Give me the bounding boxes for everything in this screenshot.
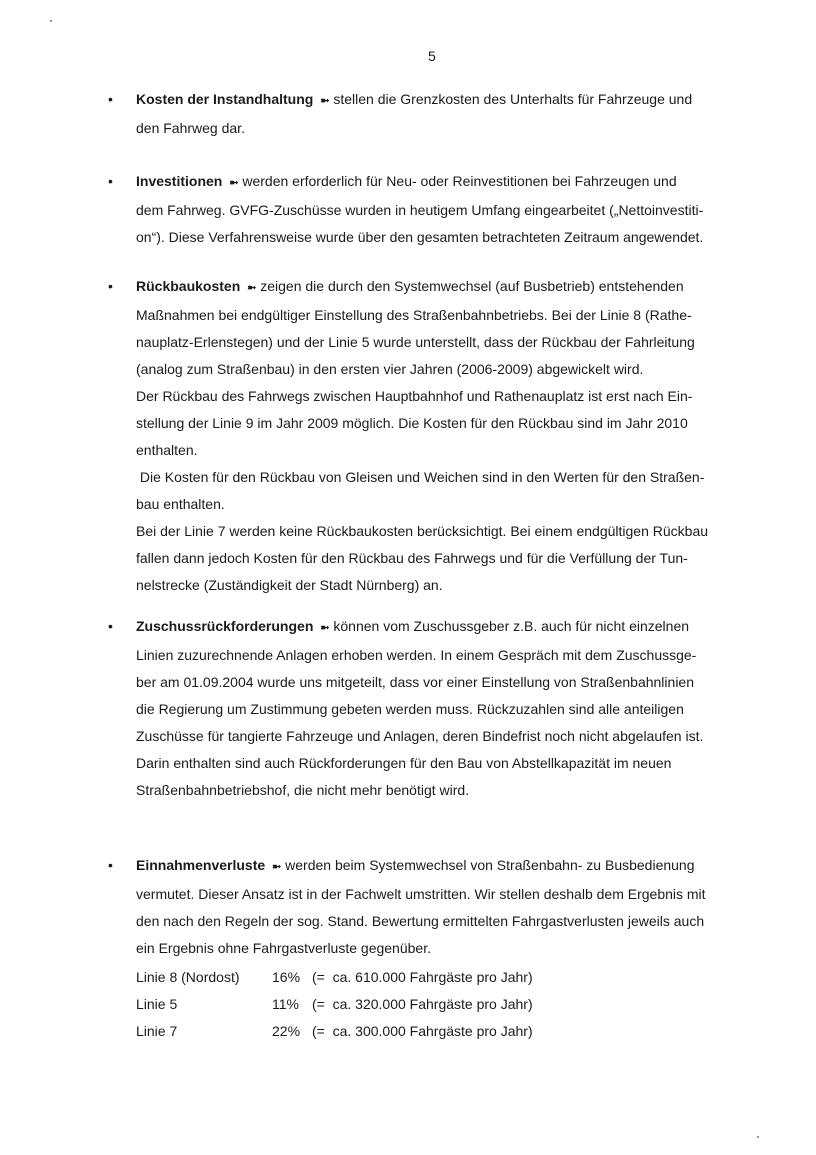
item-line: (analog zum Straßenbau) in den ersten vier Jahren (2006-2009) abgewickelt wird. [136, 361, 644, 377]
page-number: 5 [428, 48, 436, 64]
table-cell-percent: 11% [272, 996, 299, 1012]
item-line: stellung der Linie 9 im Jahr 2009 möglich. Die Kosten für den Rückbau sind im Jahr 2010 [136, 415, 688, 431]
item-line: Straßenbahnbetriebshof, die nicht mehr benötigt wird. [136, 782, 470, 798]
bullet-icon: • [108, 857, 113, 873]
bullet-item-rueckbaukosten [108, 273, 773, 599]
scan-speck [757, 1136, 759, 1138]
item-line: fallen dann jedoch Kosten für den Rückbau des Fahrwegs und für die Verfüllung der Tun- [136, 550, 688, 566]
item-term: Einnahmenverluste [136, 857, 266, 873]
item-content [136, 852, 773, 1045]
item-content [136, 86, 773, 142]
item-line: bau enthalten. [136, 496, 225, 512]
table-cell-description: (= ca. 610.000 Fahrgäste pro Jahr) [312, 969, 533, 985]
table-row [136, 991, 533, 1018]
item-line: Bei der Linie 7 werden keine Rückbaukosten berücksichtigt. Bei einem endgültigen Rückbau [136, 523, 709, 539]
item-term: Zuschussrückforderungen [136, 618, 314, 634]
item-first-line [136, 86, 773, 115]
item-first-line [136, 168, 773, 197]
item-text: zeigen die durch den Systemwechsel (auf Busbetrieb) entstehenden [260, 278, 684, 294]
item-term: Rückbaukosten [136, 278, 241, 294]
item-line: Linien zuzurechnende Anlagen erhoben werden. In einem Gespräch mit dem Zuschussge- [136, 647, 697, 663]
item-line: Maßnahmen bei endgültiger Einstellung des Straßenbahnbetriebs. Bei der Linie 8 (Rathe- [136, 307, 692, 323]
table-cell-percent: 22% [272, 1023, 301, 1039]
item-first-line [136, 613, 773, 642]
table-cell-description: (= ca. 300.000 Fahrgäste pro Jahr) [312, 1023, 533, 1039]
item-content [136, 168, 773, 251]
table-row [136, 964, 533, 991]
item-first-line [136, 852, 773, 881]
item-term: Investitionen [136, 173, 223, 189]
item-line: ber am 01.09.2004 wurde uns mitgeteilt, dass vor einer Einstellung von Straßenbahnlinien [136, 674, 694, 690]
item-text: werden erforderlich für Neu- oder Reinvestitionen bei Fahrzeugen und [242, 173, 677, 189]
table-cell-description: (= ca. 320.000 Fahrgäste pro Jahr) [312, 996, 533, 1012]
item-line: ein Ergebnis ohne Fahrgastverluste gegenüber. [136, 940, 431, 956]
item-line: Darin enthalten sind auch Rückforderungen für den Bau von Abstellkapazität im neuen [136, 755, 672, 771]
scan-speck [50, 20, 52, 22]
arrow-icon: ➼ [320, 95, 327, 107]
item-line: Der Rückbau des Fahrwegs zwischen Hauptbahnhof und Rathenauplatz ist erst nach Ein- [136, 388, 693, 404]
arrow-icon: ➼ [229, 177, 236, 189]
item-first-line [136, 273, 773, 302]
item-line: enthalten. [136, 442, 198, 458]
table-cell-line: Linie 7 [136, 1023, 178, 1039]
arrow-icon: ➼ [272, 861, 279, 873]
bullet-item-instandhaltung [108, 86, 773, 142]
item-content [136, 273, 773, 599]
bullet-item-einnahmenverluste [108, 852, 773, 1045]
item-text: können vom Zuschussgeber z.B. auch für nicht einzelnen [333, 618, 690, 634]
item-line: dem Fahrweg. GVFG-Zuschüsse wurden in heutigem Umfang eingearbeitet („Nettoinvestiti- [136, 202, 704, 218]
table-cell-line: Linie 5 [136, 996, 178, 1012]
item-line: nauplatz-Erlenstegen) und der Linie 5 wurde unterstellt, dass der Rückbau der Fahrleitung [136, 334, 695, 350]
item-line: die Regierung um Zustimmung gebeten werden muss. Rückzuzahlen sind alle anteiligen [136, 701, 684, 717]
table-cell-line: Linie 8 (Nordost) [136, 969, 240, 985]
table-row [136, 1018, 533, 1045]
item-content [136, 613, 773, 804]
item-line: on“). Diese Verfahrensweise wurde über den gesamten betrachteten Zeitraum angewendet. [136, 229, 704, 245]
bullet-icon: • [108, 618, 113, 634]
item-line: nelstrecke (Zuständigkeit der Stadt Nürnberg) an. [136, 577, 443, 593]
passenger-loss-table [136, 964, 533, 1045]
item-line: Die Kosten für den Rückbau von Gleisen und Weichen sind in den Werten für den Straßen- [136, 469, 705, 485]
bullet-item-investitionen [108, 168, 773, 251]
bullet-icon: • [108, 91, 113, 107]
table-cell-percent: 16% [272, 969, 301, 985]
item-text: werden beim Systemwechsel von Straßenbahn- zu Busbedienung [285, 857, 695, 873]
bullet-icon: • [108, 173, 113, 189]
item-line: den Fahrweg dar. [136, 120, 245, 136]
item-line: den nach den Regeln der sog. Stand. Bewertung ermittelten Fahrgastverlusten jeweils auch [136, 913, 705, 929]
arrow-icon: ➼ [247, 282, 254, 294]
item-line: vermutet. Dieser Ansatz ist in der Fachwelt umstritten. Wir stellen deshalb dem Ergebnis mit [136, 886, 706, 902]
item-text: stellen die Grenzkosten des Unterhalts für Fahrzeuge und [333, 91, 693, 107]
arrow-icon: ➼ [320, 622, 327, 634]
bullet-item-zuschussrueckforderungen [108, 613, 773, 804]
item-term: Kosten der Instandhaltung [136, 91, 314, 107]
item-line: Zuschüsse für tangierte Fahrzeuge und Anlagen, deren Bindefrist noch nicht abgelaufen ist. [136, 728, 704, 744]
bullet-icon: • [108, 278, 113, 294]
